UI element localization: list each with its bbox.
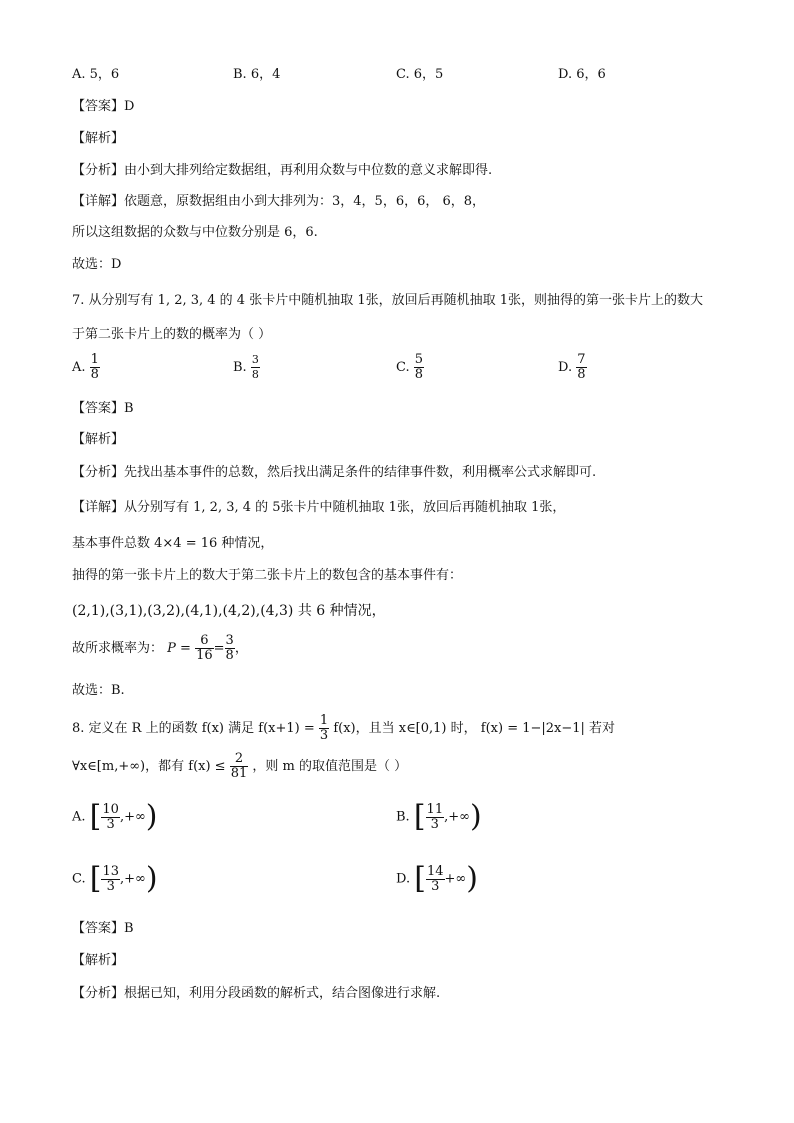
left-bracket: [ — [89, 799, 102, 834]
stem-text: ∀x∈[m,+∞)，都有 f(x) ≤ — [72, 759, 226, 774]
q8-analysis: 【分析】根据已知，利用分段函数的解析式，结合图像进行求解. — [72, 986, 441, 1001]
numerator: 13 — [102, 863, 120, 879]
q7-total: 基本事件总数 4×4 = 16 种情况， — [72, 536, 274, 551]
numerator: 3 — [251, 353, 259, 366]
q7-option-d — [558, 353, 587, 382]
stem-text: 8. 定义在 R 上的函数 f(x) 满足 f(x+1) = — [72, 721, 315, 736]
fraction — [101, 865, 120, 894]
denominator: 16 — [196, 648, 213, 663]
right-paren: ) — [145, 861, 158, 896]
denominator: 81 — [230, 766, 248, 781]
option-label: A. — [72, 809, 86, 825]
right-paren: ) — [145, 799, 158, 834]
interval-tail: ,+∞ — [120, 871, 146, 887]
q7-option-c — [396, 353, 424, 382]
q7-detail: 【详解】从分别写有 1, 2, 3, 4 的 5张卡片中随机抽取 1张，放回后再随机抽取 1张， — [72, 500, 566, 515]
fraction — [576, 353, 586, 382]
denominator: 3 — [426, 879, 445, 894]
q7-stem-line1: 7. 从分别写有 1, 2, 3, 4 的 4 张卡片中随机抽取 1张，放回后再随机抽取 1张，则抽得的第一张卡片上的数大 — [72, 293, 704, 308]
q8-stem-line2 — [72, 752, 407, 781]
q6-option-c: C. 6，5 — [396, 67, 444, 82]
fraction — [230, 752, 249, 781]
option-label: C. — [396, 360, 410, 375]
q8-option-a — [72, 799, 158, 834]
interval-tail: +∞ — [444, 871, 467, 887]
q7-analysis: 【分析】先找出基本事件的总数，然后找出满足条件的结律事件数，利用概率公式求解即可. — [72, 465, 597, 480]
numerator: 7 — [577, 352, 586, 367]
q6-analysis: 【分析】由小到大排列给定数据组，再利用众数与中位数的意义求解即得. — [72, 163, 493, 178]
q8-option-c — [72, 861, 158, 896]
q7-pairs: (2,1),(3,1),(3,2),(4,1),(4,2),(4,3) 共 6 种情况， — [72, 603, 386, 619]
q7-choice: 故选：B. — [72, 683, 125, 698]
fraction — [414, 353, 424, 382]
fraction — [251, 353, 260, 382]
numerator: 6 — [200, 633, 209, 648]
option-label: D. — [558, 360, 573, 375]
denominator: 8 — [414, 367, 424, 382]
q8-jiexi-heading: 【解析】 — [72, 953, 125, 968]
option-label: D. — [396, 871, 411, 887]
q7-answer: 【答案】B — [72, 401, 134, 416]
q8-stem-line1 — [72, 714, 615, 743]
fraction — [426, 803, 445, 832]
q7-probability: 故所求概率为： P = $\frac{6}{16}$ = $\frac{3}{8}$ ， — [72, 633, 248, 663]
numerator: 14 — [426, 863, 444, 879]
interval-tail: ,+∞ — [444, 809, 470, 825]
numerator: 1 — [319, 713, 329, 728]
q6-option-b: B. 6，4 — [233, 67, 281, 82]
left-bracket: [ — [413, 799, 426, 834]
q8-option-d — [396, 861, 478, 896]
stem-text: f(x)，且当 x∈[0,1) 时， f(x) = 1−|2x−1| 若对 — [333, 721, 616, 736]
numerator: 5 — [414, 352, 424, 367]
left-bracket: [ — [414, 861, 426, 896]
denominator: 8 — [90, 367, 99, 382]
option-label: A. — [72, 360, 86, 375]
q6-jiexi-heading: 【解析】 — [72, 131, 125, 146]
stem-text: ，则 m 的取值范围是（ ） — [252, 759, 408, 774]
option-label: B. — [233, 360, 247, 375]
denominator: 3 — [426, 817, 445, 832]
fraction — [90, 353, 100, 382]
fraction — [101, 803, 120, 832]
denominator: 3 — [101, 817, 120, 832]
denominator: 3 — [319, 728, 329, 743]
q6-choice: 故选：D — [72, 257, 122, 272]
denominator: 8 — [577, 367, 586, 382]
q7-option-b — [233, 353, 260, 382]
q6-option-a: A. 5，6 — [72, 67, 120, 82]
numerator: 1 — [90, 352, 99, 367]
q8-option-b — [396, 799, 482, 834]
denominator: 8 — [251, 368, 259, 381]
denominator: 8 — [225, 648, 234, 663]
fraction — [225, 634, 235, 663]
q7-jiexi-heading: 【解析】 — [72, 432, 125, 447]
q6-detail: 【详解】依题意，原数据组由小到大排列为：3，4，5，6，6， 6，8， — [72, 194, 486, 209]
probability-suffix: ， — [234, 641, 248, 656]
numerator: 2 — [234, 751, 244, 766]
q6-answer: 【答案】D — [72, 99, 135, 114]
interval-tail: ,+∞ — [119, 809, 146, 825]
denominator: 3 — [101, 879, 120, 894]
left-bracket: [ — [89, 861, 102, 896]
q6-option-d: D. 6，6 — [558, 67, 606, 82]
fraction — [319, 714, 329, 743]
fraction — [426, 865, 445, 894]
q7-stem-line2: 于第二张卡片上的数的概率为（ ） — [72, 327, 272, 342]
right-paren: ) — [469, 799, 482, 834]
numerator: 11 — [426, 801, 444, 817]
numerator: 3 — [225, 633, 234, 648]
right-paren: ) — [466, 861, 478, 896]
option-label: C. — [72, 871, 86, 887]
q8-answer: 【答案】B — [72, 921, 134, 936]
probability-symbol: P = — [167, 641, 191, 656]
numerator: 10 — [102, 801, 119, 817]
option-label: B. — [396, 809, 410, 825]
q6-conclusion: 所以这组数据的众数与中位数分别是 6，6. — [72, 225, 318, 240]
probability-prefix: 故所求概率为： — [72, 641, 164, 656]
q7-contain: 抽得的第一张卡片上的数大于第二张卡片上的数包含的基本事件有： — [72, 568, 463, 583]
fraction — [195, 634, 214, 663]
q7-option-a — [72, 353, 100, 382]
